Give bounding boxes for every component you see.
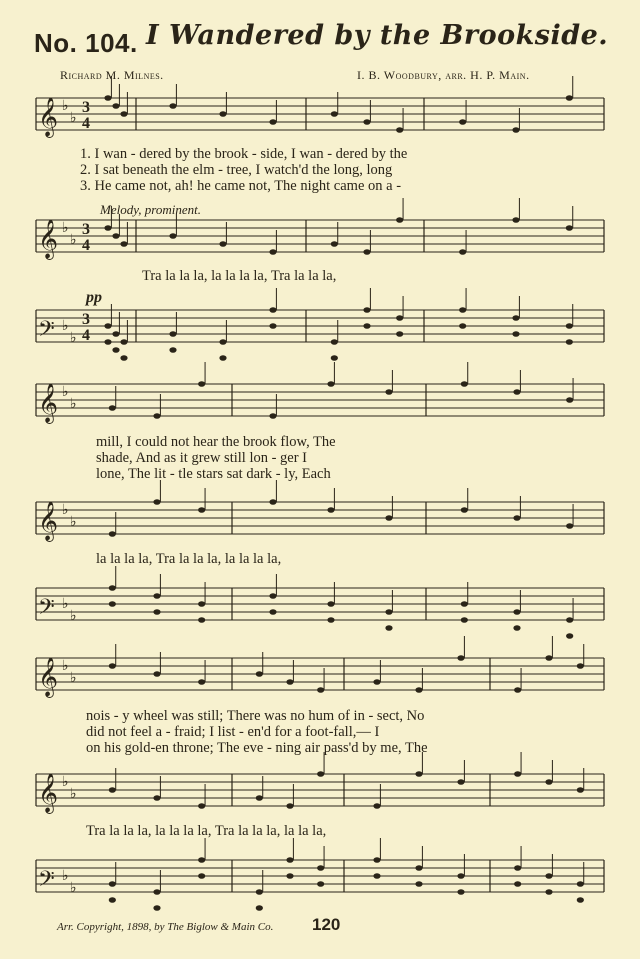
note-head	[109, 531, 116, 537]
note-head	[120, 111, 127, 117]
note-head	[385, 625, 392, 631]
time-signature: 3	[82, 99, 90, 116]
note-head	[109, 897, 116, 903]
note-head	[153, 905, 160, 911]
flat-sign: ♭	[62, 868, 69, 884]
flat-sign: ♭	[62, 318, 69, 334]
note-head	[577, 881, 584, 887]
flat-sign: ♭	[62, 596, 69, 612]
note-head	[566, 323, 573, 329]
note-head	[512, 315, 519, 321]
treble-clef: 𝄞	[38, 501, 59, 541]
note-head	[109, 585, 116, 591]
note-head	[269, 119, 276, 125]
note-head	[396, 315, 403, 321]
treble-clef: 𝄞	[38, 383, 59, 423]
note-head	[514, 687, 521, 693]
note-head	[109, 601, 116, 607]
flat-sign: ♭	[62, 98, 69, 114]
note-head	[153, 593, 160, 599]
time-signature: 3	[82, 221, 90, 238]
note-head	[256, 795, 263, 801]
note-head	[109, 663, 116, 669]
note-head	[256, 671, 263, 677]
note-head	[286, 679, 293, 685]
note-head	[457, 873, 464, 879]
note-head	[153, 609, 160, 615]
note-head	[286, 873, 293, 879]
treble-clef: 𝄞	[38, 773, 59, 813]
time-signature: 4	[82, 327, 90, 344]
note-head	[219, 241, 226, 247]
note-head	[286, 803, 293, 809]
note-head	[331, 339, 338, 345]
treble-clef: 𝄞	[38, 219, 59, 259]
flat-sign: ♭	[70, 232, 77, 248]
note-head	[512, 217, 519, 223]
system3-verse1: nois - y wheel was still; There was no hum of in - sect, No	[86, 708, 425, 724]
note-head	[112, 331, 119, 337]
note-head	[461, 381, 468, 387]
note-head	[256, 905, 263, 911]
note-head	[461, 507, 468, 513]
note-head	[317, 881, 324, 887]
system1-verse2: 2. I sat beneath the elm - tree, I watch'd the long, long	[80, 162, 393, 178]
note-head	[363, 307, 370, 313]
note-head	[512, 127, 519, 133]
flat-sign: ♭	[70, 880, 77, 896]
note-head	[109, 405, 116, 411]
note-head	[219, 339, 226, 345]
system2-verse3: lone, The lit - tle stars sat dark - ly, Each	[96, 466, 331, 482]
note-head	[153, 889, 160, 895]
flat-sign: ♭	[62, 774, 69, 790]
note-head	[327, 381, 334, 387]
flat-sign: ♭	[62, 220, 69, 236]
note-head	[415, 771, 422, 777]
note-head	[269, 323, 276, 329]
note-head	[286, 857, 293, 863]
note-head	[566, 633, 573, 639]
hymn-number: No. 104.	[34, 28, 138, 58]
note-head	[512, 331, 519, 337]
note-head	[198, 679, 205, 685]
note-head	[269, 499, 276, 505]
note-head	[219, 355, 226, 361]
flat-sign: ♭	[62, 384, 69, 400]
note-head	[219, 111, 226, 117]
composer-credit: I. B. Woodbury, arr. H. P. Main.	[357, 68, 530, 82]
note-head	[415, 687, 422, 693]
lyricist-credit: Richard M. Milnes.	[60, 68, 164, 82]
flat-sign: ♭	[62, 658, 69, 674]
copyright-notice: Arr. Copyright, 1898, by The Biglow & Main Co.	[57, 921, 274, 933]
bass-clef: 𝄢	[38, 317, 55, 347]
note-head	[327, 507, 334, 513]
note-head	[104, 323, 111, 329]
note-head	[459, 249, 466, 255]
note-head	[514, 771, 521, 777]
note-head	[457, 779, 464, 785]
note-head	[169, 103, 176, 109]
note-head	[198, 857, 205, 863]
note-head	[198, 381, 205, 387]
note-head	[317, 865, 324, 871]
note-head	[577, 897, 584, 903]
bass-clef: 𝄢	[38, 867, 55, 897]
system1-verse1: 1. I wan - dered by the brook - side, I wan - dered by the	[80, 146, 408, 162]
note-head	[331, 355, 338, 361]
note-head	[396, 331, 403, 337]
note-head	[269, 609, 276, 615]
note-head	[459, 323, 466, 329]
flat-sign: ♭	[70, 396, 77, 412]
note-head	[545, 655, 552, 661]
note-head	[153, 795, 160, 801]
note-head	[577, 663, 584, 669]
note-head	[112, 233, 119, 239]
system1-refrain: Tra la la la, la la la la, Tra la la la,	[142, 268, 337, 284]
treble-clef: 𝄞	[38, 97, 59, 137]
note-head	[169, 331, 176, 337]
note-head	[457, 889, 464, 895]
note-head	[112, 103, 119, 109]
page-number: 120	[312, 915, 341, 934]
note-head	[513, 389, 520, 395]
note-head	[459, 307, 466, 313]
note-head	[120, 355, 127, 361]
note-head	[373, 873, 380, 879]
flat-sign: ♭	[70, 514, 77, 530]
note-head	[327, 617, 334, 623]
note-head	[198, 617, 205, 623]
note-head	[513, 609, 520, 615]
note-head	[566, 523, 573, 529]
time-signature: 4	[82, 237, 90, 254]
note-head	[109, 881, 116, 887]
hymn-title: I Wandered by the Brookside.	[146, 20, 609, 51]
note-head	[415, 881, 422, 887]
system3-verse2: did not feel a - fraid; I list - en'd for a foot-fall,— I	[86, 724, 380, 740]
note-head	[514, 865, 521, 871]
note-head	[198, 601, 205, 607]
note-head	[545, 873, 552, 879]
note-head	[577, 787, 584, 793]
note-head	[120, 339, 127, 345]
note-head	[109, 787, 116, 793]
note-head	[385, 609, 392, 615]
flat-sign: ♭	[70, 608, 77, 624]
note-head	[269, 413, 276, 419]
note-head	[385, 515, 392, 521]
note-head	[363, 119, 370, 125]
note-head	[169, 233, 176, 239]
note-head	[327, 601, 334, 607]
note-head	[256, 889, 263, 895]
note-head	[269, 307, 276, 313]
note-head	[373, 679, 380, 685]
flat-sign: ♭	[70, 786, 77, 802]
note-head	[566, 397, 573, 403]
note-head	[317, 771, 324, 777]
bass-clef: 𝄢	[38, 595, 55, 625]
note-head	[396, 127, 403, 133]
note-head	[373, 857, 380, 863]
note-head	[566, 95, 573, 101]
note-head	[198, 873, 205, 879]
note-head	[566, 225, 573, 231]
note-head	[198, 803, 205, 809]
note-head	[363, 323, 370, 329]
note-head	[104, 339, 111, 345]
note-head	[461, 601, 468, 607]
note-head	[461, 617, 468, 623]
note-head	[363, 249, 370, 255]
note-head	[169, 347, 176, 353]
treble-clef: 𝄞	[38, 657, 59, 697]
flat-sign: ♭	[70, 110, 77, 126]
note-head	[566, 339, 573, 345]
flat-sign: ♭	[62, 502, 69, 518]
time-signature: 4	[82, 115, 90, 132]
note-head	[385, 389, 392, 395]
note-head	[331, 111, 338, 117]
note-head	[269, 249, 276, 255]
note-head	[104, 95, 111, 101]
note-head	[545, 889, 552, 895]
note-head	[269, 593, 276, 599]
flat-sign: ♭	[70, 670, 77, 686]
note-head	[317, 687, 324, 693]
time-signature: 3	[82, 311, 90, 328]
note-head	[153, 671, 160, 677]
note-head	[373, 803, 380, 809]
note-head	[120, 241, 127, 247]
system2-verse1: mill, I could not hear the brook flow, The	[96, 434, 336, 450]
note-head	[514, 881, 521, 887]
note-head	[415, 865, 422, 871]
note-head	[198, 507, 205, 513]
note-head	[331, 241, 338, 247]
note-head	[545, 779, 552, 785]
note-head	[513, 515, 520, 521]
note-head	[457, 655, 464, 661]
note-head	[153, 413, 160, 419]
system1-verse3: 3. He came not, ah! he came not, The night came on a -	[80, 178, 402, 194]
flat-sign: ♭	[70, 330, 77, 346]
note-head	[566, 617, 573, 623]
system2-refrain: la la la la, Tra la la la, la la la la,	[96, 551, 282, 567]
note-head	[459, 119, 466, 125]
system2-verse2: shade, And as it grew still lon - ger I	[96, 450, 308, 466]
system3-refrain: Tra la la la, la la la la, Tra la la la, la la la,	[86, 823, 327, 839]
dynamic-pp: pp	[86, 289, 102, 306]
note-head	[396, 217, 403, 223]
melody-marking: Melody, prominent.	[100, 202, 201, 217]
note-head	[153, 499, 160, 505]
note-head	[513, 625, 520, 631]
note-head	[104, 225, 111, 231]
note-head	[112, 347, 119, 353]
system3-verse3: on his gold-en throne; The eve - ning air pass'd by me, The	[86, 740, 428, 756]
